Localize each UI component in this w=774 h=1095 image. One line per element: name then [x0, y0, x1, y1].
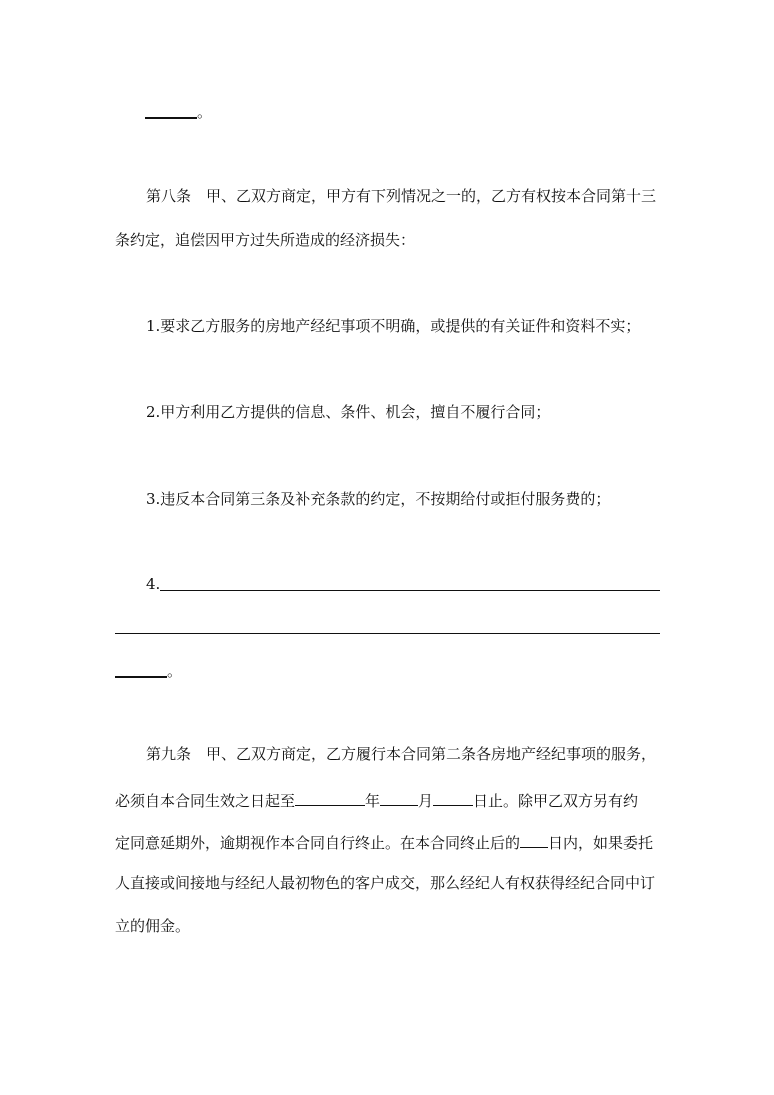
year-label: 年: [365, 792, 381, 810]
item-4-period: 。: [167, 662, 183, 680]
article-9-line-4: 人直接或间接地与经纪人最初物色的客户成交，那么经纪人有权获得经纪合同中订: [115, 874, 656, 892]
item-4-continuation-line: [115, 633, 660, 634]
article-9-line-2-text-a: 必须自本合同生效之日起至: [115, 792, 296, 810]
article-9-line-3: [115, 833, 653, 851]
article-8-item-2: 2.甲方利用乙方提供的信息、条件、机会，擅自不履行合同；: [146, 403, 551, 421]
month-blank: [380, 791, 418, 806]
intro-period: 。: [197, 103, 213, 121]
article-8-item-1: 1.要求乙方服务的房地产经纪事项不明确，或提供的有关证件和资料不实；: [146, 317, 641, 335]
article-8-item-4-prefix: 4.: [146, 575, 161, 593]
year-blank: [295, 791, 365, 806]
article-9-line-2-text-b: 日止。除甲乙双方另有约: [473, 792, 639, 810]
article-9-line-3-text-b: 日内，如果委托: [548, 834, 654, 852]
item-4-end-line: [115, 676, 167, 678]
month-label: 月: [418, 792, 434, 810]
article-8-item-3: 3.违反本合同第三条及补充条款的约定，不按期给付或拒付服务费的；: [146, 490, 611, 508]
item-4-fill-line: [160, 590, 660, 591]
days-blank: [520, 833, 548, 848]
article-9-line-3-text-a: 定同意延期外，逾期视作本合同自行终止。在本合同终止后的: [115, 834, 521, 852]
article-8-line-1: 第八条 甲、乙双方商定，甲方有下列情况之一的，乙方有权按本合同第十三: [146, 187, 657, 205]
day-blank: [433, 791, 473, 806]
article-9-line-1: 第九条 甲、乙双方商定，乙方履行本合同第二条各房地产经纪事项的服务，: [146, 745, 657, 763]
article-8-line-2: 条约定，追偿因甲方过失所造成的经济损失：: [115, 231, 416, 249]
blank-underline: [145, 117, 197, 119]
article-9-line-5: 立的佣金。: [115, 917, 191, 935]
article-9-line-2: [115, 791, 638, 809]
